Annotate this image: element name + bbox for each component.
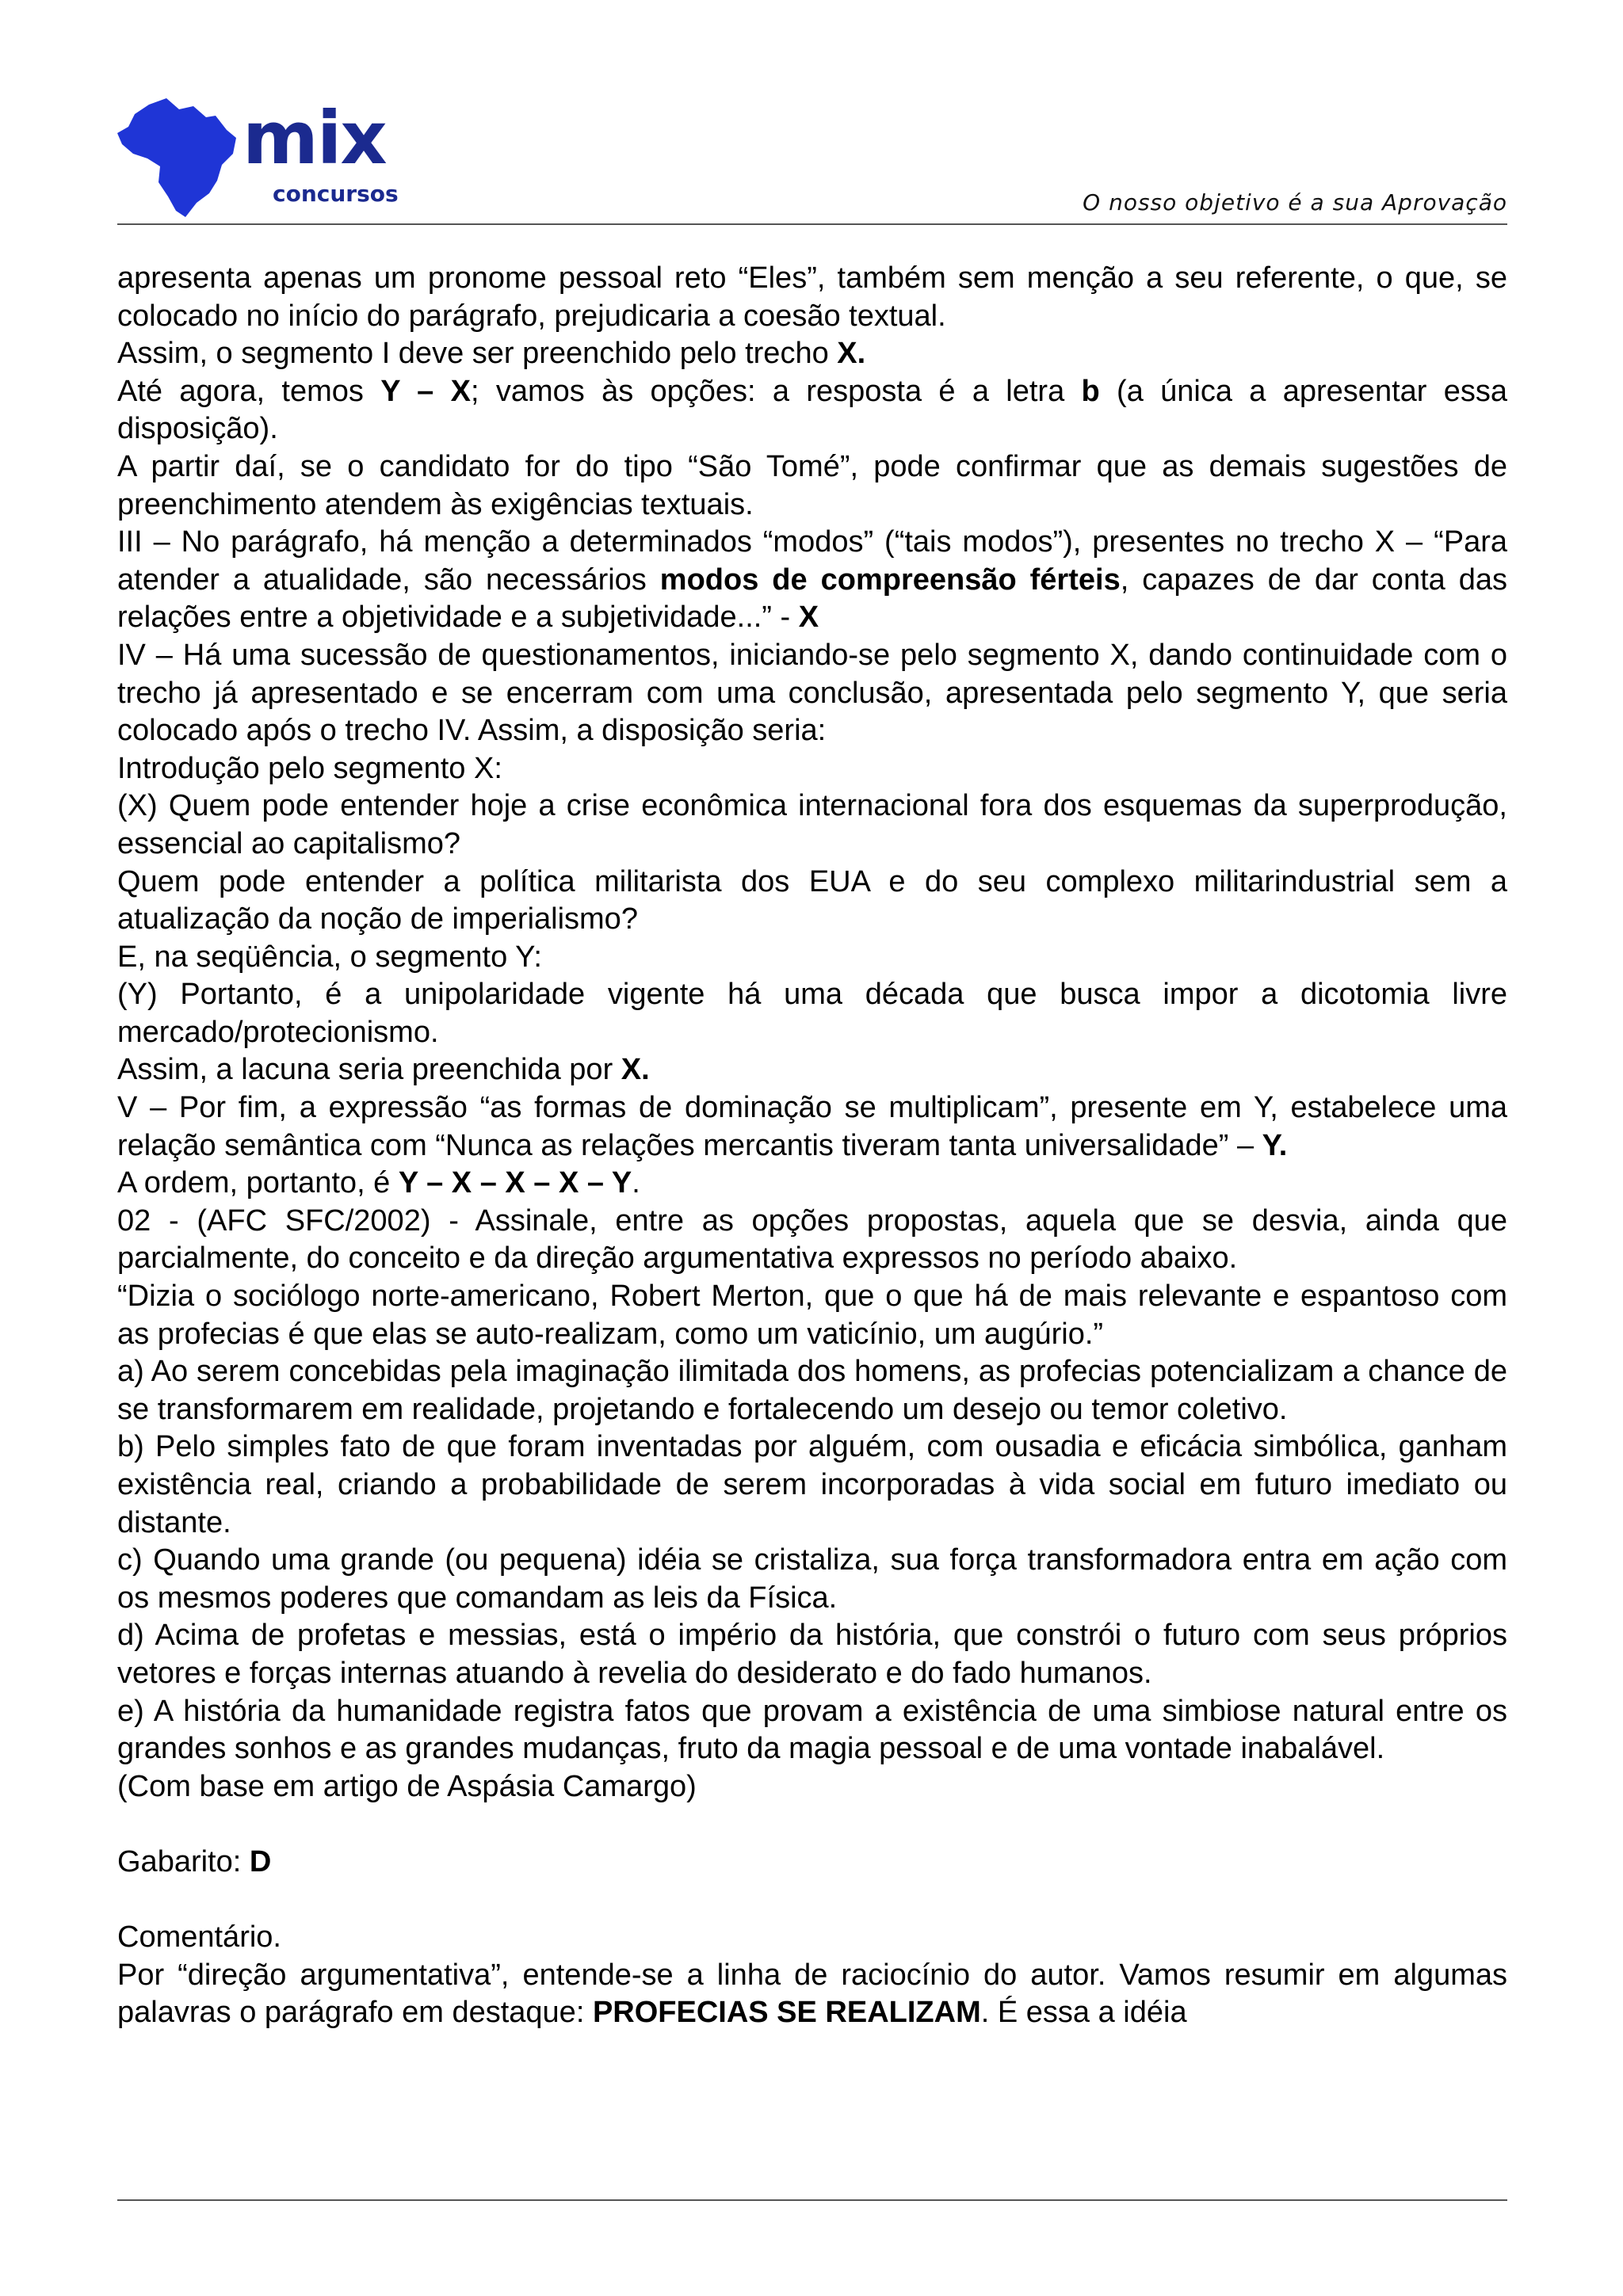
paragraph: Quem pode entender a política militarista dos EUA e do seu complexo militarindustrial sem a atualização da noção de imperialismo?	[117, 864, 1507, 936]
header-tagline: O nosso objetivo é a sua Aprovação	[1083, 189, 1507, 215]
option-a: a) Ao serem concebidas pela imaginação ilimitada dos homens, as profecias potencializam a chance de se transformarem em realidade, projetando e fortalecendo um desejo ou temor coletivo.	[117, 1355, 1507, 1426]
header-divider	[117, 223, 1507, 225]
option-b: b) Pelo simples fato de que foram inventadas por alguém, com ousadia e eficácia simbólica, ganham existência real, criando a probabilidade de serem incorporadas à vida social em futuro imediato ou distante.	[117, 1430, 1507, 1539]
question-quote: “Dizia o sociólogo norte-americano, Robert Merton, que o que há de mais relevante e espantoso com as profecias é que elas se auto-realizam, como um vaticínio, um augúrio.”	[117, 1280, 1507, 1351]
document-body	[117, 260, 1507, 2032]
spacer	[117, 1806, 1507, 1844]
comment-heading: Comentário.	[117, 1920, 281, 1955]
logo-sub-text: concursos	[273, 181, 399, 207]
brazil-map-icon	[117, 98, 236, 217]
paragraph: III – No parágrafo, há menção a determinados “modos” (“tais modos”), presentes no trecho X – “Para atender a atualidade, são necessários modos de compreensão férteis, capazes de dar conta das relações entre a objetividade e a subjetividade...” - X	[117, 525, 1507, 635]
footer-divider	[117, 2199, 1507, 2201]
comment-paragraph: Por “direção argumentativa”, entende-se a linha de raciocínio do autor. Vamos resumir em algumas palavras o parágrafo em destaque: PROFECIAS SE REALIZAM. É essa a idéia	[117, 1958, 1507, 2030]
page-header	[117, 98, 1507, 225]
paragraph: (X) Quem pode entender hoje a crise econômica internacional fora dos esquemas da superprodução, essencial ao capitalismo?	[117, 789, 1507, 860]
option-e: e) A história da humanidade registra fatos que provam a existência de uma simbiose natural entre os grandes sonhos e as grandes mudanças, fruto da magia pessoal e de uma vontade inabalável.	[117, 1694, 1507, 1766]
option-d: d) Acima de profetas e messias, está o império da história, que constrói o futuro com seus próprios vetores e forças internas atuando à revelia do desiderato e do fado humanos.	[117, 1619, 1507, 1690]
paragraph: A ordem, portanto, é Y – X – X – X – Y.	[117, 1166, 640, 1200]
paragraph: E, na seqüência, o segmento Y:	[117, 940, 542, 974]
option-c: c) Quando uma grande (ou pequena) idéia se cristaliza, sua força transformadora entra em ação com os mesmos poderes que comandam as leis da Física.	[117, 1543, 1507, 1615]
paragraph: A partir daí, se o candidato for do tipo “São Tomé”, pode confirmar que as demais sugestões de preenchimento atendem às exigências textuais.	[117, 449, 1507, 521]
paragraph: IV – Há uma sucessão de questionamentos, iniciando-se pelo segmento X, dando continuidade com o trecho já apresentado e se encerram com uma conclusão, apresentada pelo segmento Y, que seria colocado após o trecho IV. Assim, a disposição seria:	[117, 638, 1507, 748]
question-statement: 02 - (AFC SFC/2002) - Assinale, entre as opções propostas, aquela que se desvia, ainda que parcialmente, do conceito e da direção argumentativa expressos no período abaixo.	[117, 1203, 1507, 1276]
source-citation: (Com base em artigo de Aspásia Camargo)	[117, 1769, 697, 1803]
mix-concursos-logo	[117, 98, 418, 217]
paragraph: Assim, o segmento I deve ser preenchido pelo trecho X.	[117, 337, 866, 371]
paragraph: apresenta apenas um pronome pessoal reto “Eles”, também sem menção a seu referente, o que, se colocado no início do parágrafo, prejudicaria a coesão textual.	[117, 261, 1507, 333]
paragraph: Assim, a lacuna seria preenchida por X.	[117, 1053, 650, 1087]
paragraph: Introdução pelo segmento X:	[117, 751, 502, 785]
answer-key: Gabarito: D	[117, 1844, 272, 1878]
paragraph: (Y) Portanto, é a unipolaridade vigente há uma década que busca impor a dicotomia livre mercado/protecionismo.	[117, 978, 1507, 1049]
paragraph: V – Por fim, a expressão “as formas de dominação se multiplicam”, presente em Y, estabelece uma relação semântica com “Nunca as relações mercantis tiveram tanta universalidade” – Y.	[117, 1091, 1507, 1162]
spacer	[117, 1882, 1507, 1920]
logo-brand-text: mix	[242, 98, 386, 181]
paragraph: Até agora, temos Y – X; vamos às opções: a resposta é a letra b (a única a apresentar essa disposição).	[117, 374, 1507, 446]
